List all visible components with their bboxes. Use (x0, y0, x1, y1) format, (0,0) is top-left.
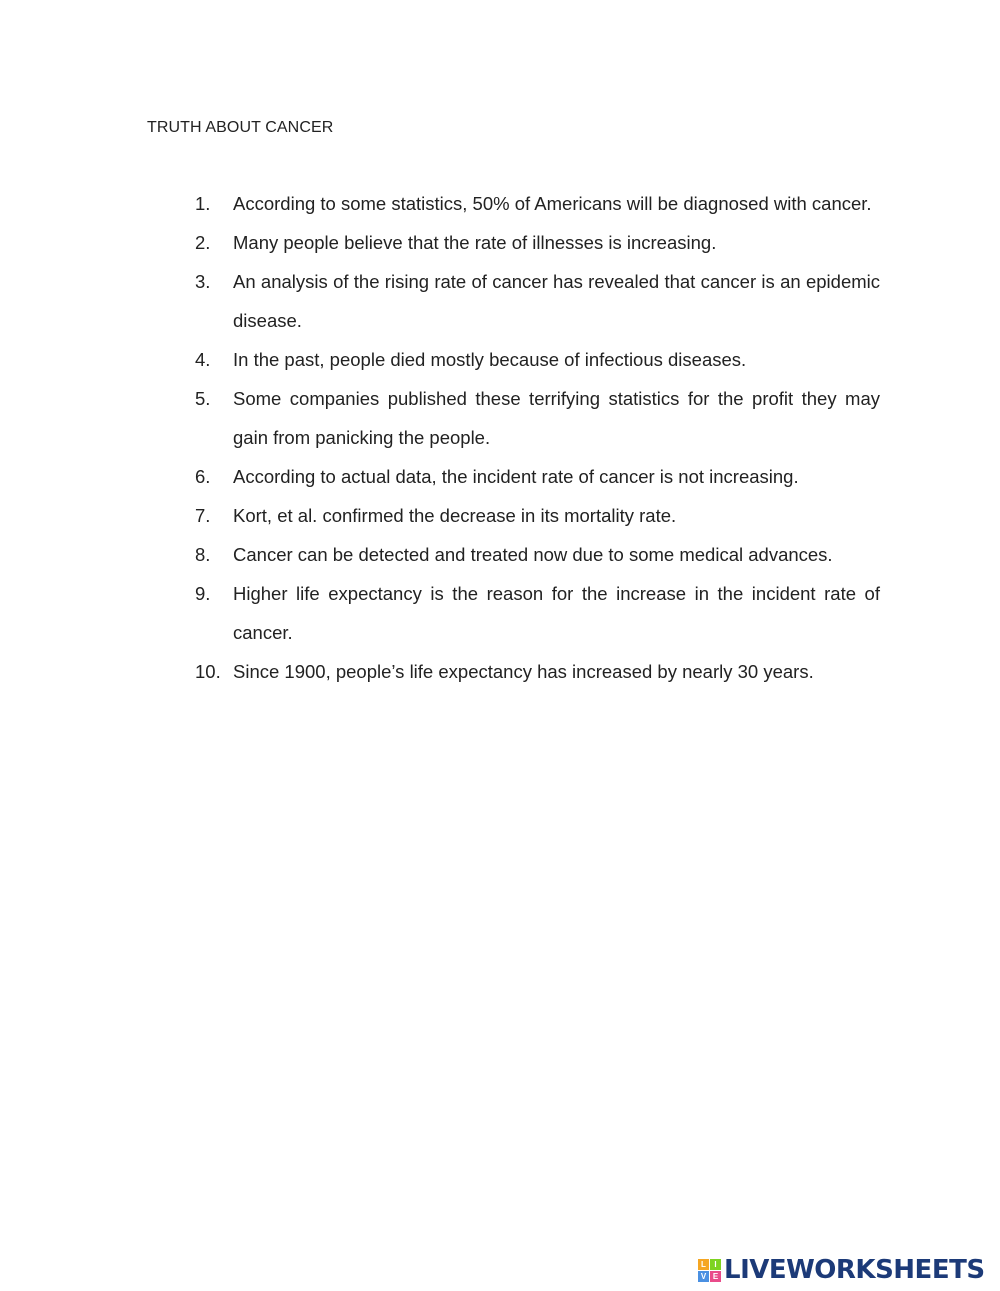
statement-item (195, 457, 880, 496)
statement-list (195, 184, 880, 691)
statement-number: 9. (195, 583, 211, 604)
logo-mark-cell: E (710, 1271, 721, 1282)
statement-text: Some companies published these terrifying statistics for the profit they may gain from panicking the people. (233, 388, 880, 448)
statement-item (195, 496, 880, 535)
statement-number: 4. (195, 349, 211, 370)
statement-item (195, 379, 880, 457)
logo-text: LIVEWORKSHEETS (724, 1255, 985, 1285)
statement-text: Cancer can be detected and treated now due to some medical advances. (233, 544, 833, 565)
statement-text: Kort, et al. confirmed the decrease in its mortality rate. (233, 505, 677, 526)
statement-text: According to some statistics, 50% of Americans will be diagnosed with cancer. (233, 193, 872, 214)
statement-text: In the past, people died mostly because of infectious diseases. (233, 349, 747, 370)
statement-text: Since 1900, people’s life expectancy has increased by nearly 30 years. (233, 661, 814, 682)
statement-number: 10. (195, 661, 221, 682)
statement-item (195, 652, 880, 691)
logo-mark-cell: L (698, 1259, 709, 1270)
statement-item (195, 535, 880, 574)
statement-item (195, 223, 880, 262)
page-title: TRUTH ABOUT CANCER (147, 119, 334, 136)
statement-item (195, 262, 880, 340)
statement-text: An analysis of the rising rate of cancer has revealed that cancer is an epidemic disease. (233, 271, 880, 331)
statement-number: 6. (195, 466, 211, 487)
logo-mark-icon (698, 1259, 721, 1282)
statement-number: 3. (195, 271, 211, 292)
logo-mark-cell: I (710, 1259, 721, 1270)
liveworksheets-logo[interactable] (698, 1255, 985, 1285)
statement-number: 8. (195, 544, 211, 565)
statement-number: 5. (195, 388, 211, 409)
statement-text: Many people believe that the rate of illnesses is increasing. (233, 232, 717, 253)
statement-text: According to actual data, the incident rate of cancer is not increasing. (233, 466, 799, 487)
statement-number: 7. (195, 505, 211, 526)
logo-mark-cell: V (698, 1271, 709, 1282)
statement-item (195, 184, 880, 223)
statement-text: Higher life expectancy is the reason for the increase in the incident rate of cancer. (233, 583, 880, 643)
statement-item (195, 574, 880, 652)
statement-item (195, 340, 880, 379)
statement-number: 2. (195, 232, 211, 253)
statement-number: 1. (195, 193, 211, 214)
